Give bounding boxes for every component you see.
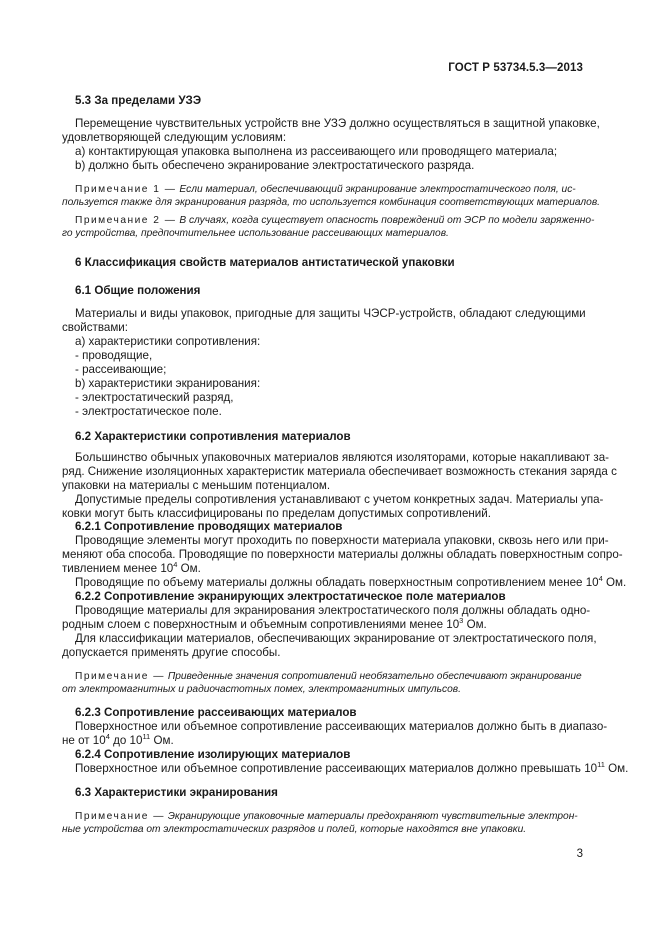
note-1-line	[75, 184, 576, 196]
text-fragment: Ом.	[602, 576, 627, 589]
text-line: Проводящие элементы могут проходить по поверхности материала упаковки, сквозь него или при-	[75, 534, 609, 547]
text-fragment: Ом.	[604, 762, 629, 775]
document-id-header: ГОСТ Р 53734.5.3—2013	[448, 62, 583, 74]
section-6-1-heading: 6.1 Общие положения	[75, 284, 201, 297]
section-6-2-heading: 6.2 Характеристики сопротивления материалов	[75, 430, 351, 443]
text-line: ряд. Снижение изоляционных характеристик материала обеспечивает возможность стекания заряда с	[62, 465, 617, 478]
note-text: В случаях, когда существует опасность повреждений от ЭСР по модели заряженно-	[176, 215, 595, 226]
list-item: a) характеристики сопротивления:	[75, 335, 261, 348]
exponent: 11	[597, 760, 605, 769]
page-number: 3	[576, 848, 583, 860]
text-line: Поверхностное или объемное сопротивление рассеивающих материалов должно быть в диапазо-	[75, 720, 608, 733]
text-line: меняют оба способа. Проводящие по поверхности материалы должны обладать поверхностным сопро-	[62, 548, 623, 561]
text-line: Для классификации материалов, обеспечивающих экранирование от электростатического поля,	[75, 632, 597, 645]
text-line	[75, 576, 626, 590]
exponent: 4	[598, 574, 603, 583]
text-line: ковки могут быть классифицированы по пределам допустимых сопротивлений.	[62, 507, 491, 520]
text-line	[62, 618, 487, 632]
note-text: Приведенные значения сопротивлений необязательно обеспечивают экранирование	[164, 671, 582, 682]
text-line: Перемещение чувствительных устройств вне УЗЭ должно осуществляться в защитной упаковке,	[75, 117, 600, 130]
list-item: - проводящие,	[75, 349, 153, 362]
text-line: допускается применять другие способы.	[62, 646, 281, 659]
section-6-3-heading: 6.3 Характеристики экранирования	[75, 786, 278, 799]
text-line: Допустимые пределы сопротивления устанавливают с учетом конкретных задач. Материалы упа-	[75, 493, 604, 506]
note-2-line	[75, 215, 594, 227]
list-item: - рассеивающие;	[75, 363, 167, 376]
text-line	[62, 734, 174, 748]
text-fragment: Проводящие по объему материалы должны обладать поверхностным сопротивлением менее 10	[75, 576, 599, 589]
exponent: 4	[173, 560, 178, 569]
exponent: 3	[459, 616, 464, 625]
text-fragment: родным слоем с поверхностным и объемным сопротивлениями менее 10	[62, 618, 460, 631]
text-line: упаковки на материалы с меньшим потенциалом.	[62, 479, 331, 492]
note-text: Экранирующие упаковочные материалы предохраняют чувствительные электрон-	[164, 811, 578, 822]
list-item: a) контактирующая упаковка выполнена из рассеивающего или проводящего материала;	[75, 145, 558, 158]
list-item: b) характеристики экранирования:	[75, 377, 261, 390]
text-line: Большинство обычных упаковочных материалов являются изоляторами, которые накапливают за-	[75, 451, 610, 464]
section-5-3-heading: 5.3 За пределами УЗЭ	[75, 94, 202, 107]
text-line: свойствами:	[62, 321, 129, 334]
text-fragment: Ом.	[150, 734, 174, 747]
text-line: удовлетворяющей следующим условиям:	[62, 131, 287, 144]
note-4-line: ные устройства от электростатических разрядов и полей, которые находятся вне упаковки.	[62, 824, 527, 835]
note-label: Примечание —	[75, 811, 165, 822]
text-fragment: Ом.	[463, 618, 487, 631]
note-3-line	[75, 671, 582, 683]
note-label: Примечание —	[75, 671, 165, 682]
section-6-2-1-heading: 6.2.1 Сопротивление проводящих материалов	[75, 520, 343, 533]
text-fragment: до 10	[109, 734, 143, 747]
text-line	[75, 762, 628, 776]
text-fragment: Ом.	[177, 562, 201, 575]
note-label: Примечание 2 —	[75, 215, 177, 226]
note-1-line: пользуется также для экранирования разряда, то используется комбинация соответствующих материалов.	[62, 197, 600, 208]
text-fragment: Поверхностное или объемное сопротивление рассеивающих материалов должно превышать 10	[75, 762, 598, 775]
text-line	[62, 562, 201, 576]
section-6-2-2-heading: 6.2.2 Сопротивление экранирующих электростатическое поле материалов	[75, 590, 506, 603]
list-item: b) должно быть обеспечено экранирование электростатического разряда.	[75, 159, 475, 172]
text-line: Проводящие материалы для экранирования электростатического поля должны обладать одно-	[75, 604, 591, 617]
list-item: - электростатический разряд,	[75, 391, 234, 404]
exponent: 4	[105, 732, 110, 741]
note-4-line	[75, 811, 578, 823]
text-fragment: не от 10	[62, 734, 106, 747]
list-item: - электростатическое поле.	[75, 405, 222, 418]
section-6-2-4-heading: 6.2.4 Сопротивление изолирующих материалов	[75, 748, 351, 761]
text-line: Материалы и виды упаковок, пригодные для защиты ЧЭСР-устройств, обладают следующими	[75, 307, 586, 320]
section-6-heading: 6 Классификация свойств материалов антистатической упаковки	[75, 256, 455, 269]
note-label: Примечание 1 —	[75, 184, 177, 195]
section-6-2-3-heading: 6.2.3 Сопротивление рассеивающих материалов	[75, 706, 357, 719]
exponent: 11	[142, 732, 151, 741]
note-text: Если материал, обеспечивающий экранирование электростатического поля, ис-	[176, 184, 576, 195]
note-2-line: го устройства, предпочтительнее использование рассеивающих материалов.	[62, 228, 449, 239]
note-3-line: от электромагнитных и радиочастотных помех, электромагнитных импульсов.	[62, 684, 461, 695]
text-fragment: тивлением менее 10	[62, 562, 174, 575]
